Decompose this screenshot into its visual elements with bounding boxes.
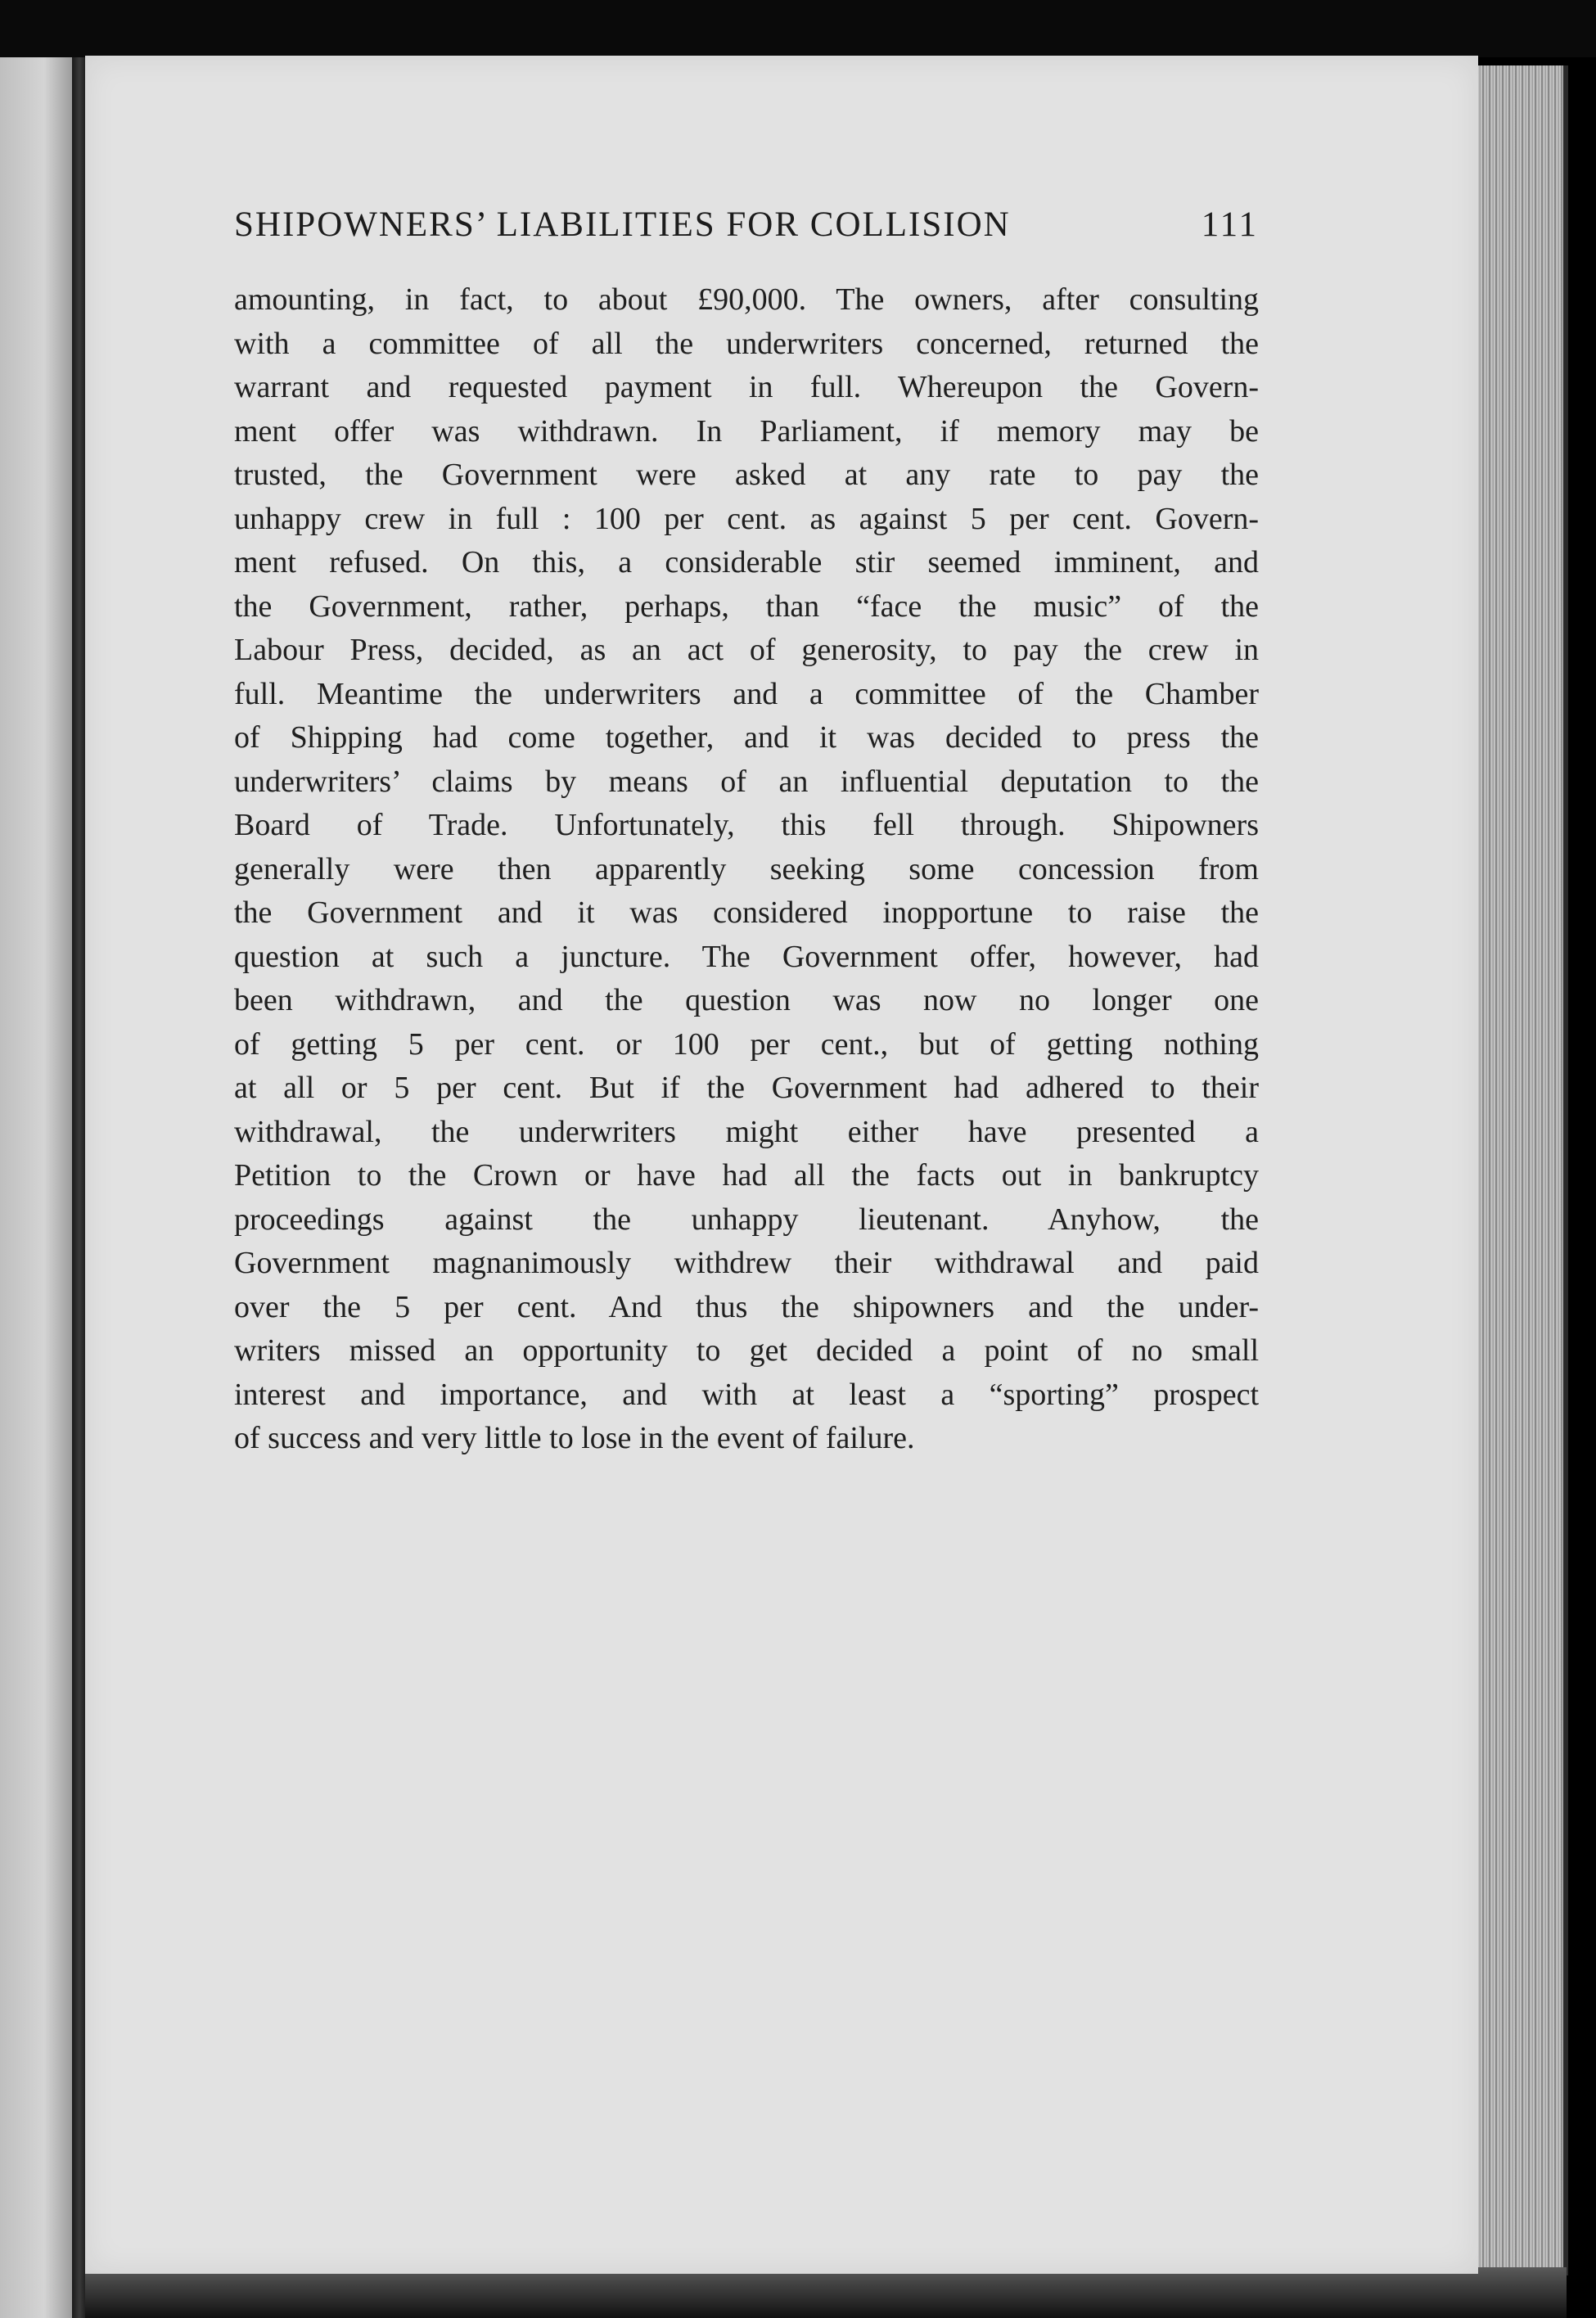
text-line: Petition to the Crown or have had all the facts out in bankruptcy — [234, 1158, 1259, 1193]
text-line: writers missed an opportunity to get decided a point of no small — [234, 1333, 1259, 1368]
text-line: withdrawal, the underwriters might either have presented a — [234, 1114, 1259, 1149]
scanner-frame-bottom — [85, 2267, 1567, 2318]
text-line: at all or 5 per cent. But if the Government had adhered to their — [234, 1071, 1259, 1105]
text-line: ment refused. On this, a considerable stir seemed imminent, and — [234, 545, 1259, 580]
page-edge-stack — [1473, 65, 1568, 2275]
text-line: Government magnanimously withdrew their withdrawal and paid — [234, 1246, 1259, 1280]
text-line: with a committee of all the underwriters concerned, returned the — [234, 326, 1259, 361]
page-number: 111 — [1201, 205, 1259, 244]
text-line: ment offer was withdrawn. In Parliament, if memory may be — [234, 413, 1259, 449]
text-line: full. Meantime the underwriters and a committee of the Chamber — [234, 676, 1259, 711]
text-line: unhappy crew in full : 100 per cent. as against 5 per cent. Govern- — [234, 501, 1259, 536]
text-line: Board of Trade. Unfortunately, this fell through. Shipowners — [234, 808, 1259, 842]
text-line: over the 5 per cent. And thus the shipowners and the under- — [234, 1289, 1259, 1324]
text-line: been withdrawn, and the question was now no longer one — [234, 983, 1259, 1017]
running-head-title: SHIPOWNERS’ LIABILITIES FOR COLLISION — [234, 205, 1011, 244]
body-paragraph — [234, 278, 1259, 1461]
text-line: the Government, rather, perhaps, than “face the music” of the — [234, 589, 1259, 624]
text-line: question at such a juncture. The Government offer, however, had — [234, 939, 1259, 974]
text-line: warrant and requested payment in full. Whereupon the Govern- — [234, 370, 1259, 404]
text-line: amounting, in fact, to about £90,000. The owners, after consulting — [234, 282, 1259, 317]
text-line: trusted, the Government were asked at any rate to pay the — [234, 458, 1259, 492]
text-line: interest and importance, and with at least a “sporting” prospect — [234, 1377, 1259, 1412]
scanner-frame-top — [0, 0, 1596, 57]
facing-page-edge — [0, 57, 74, 2318]
running-head — [234, 205, 1259, 254]
text-line: of Shipping had come together, and it was decided to press the — [234, 720, 1259, 755]
text-line: of getting 5 per cent. or 100 per cent., but of getting nothing — [234, 1026, 1259, 1062]
text-line: Labour Press, decided, as an act of generosity, to pay the crew in — [234, 633, 1259, 667]
text-line: the Government and it was considered inopportune to raise the — [234, 895, 1259, 930]
text-line: generally were then apparently seeking some concession from — [234, 851, 1259, 886]
text-line: of success and very little to lose in the event of failure. — [234, 1421, 915, 1455]
text-line: proceedings against the unhappy lieutenant. Anyhow, the — [234, 1202, 1259, 1237]
text-line: underwriters’ claims by means of an influential deputation to the — [234, 764, 1259, 799]
